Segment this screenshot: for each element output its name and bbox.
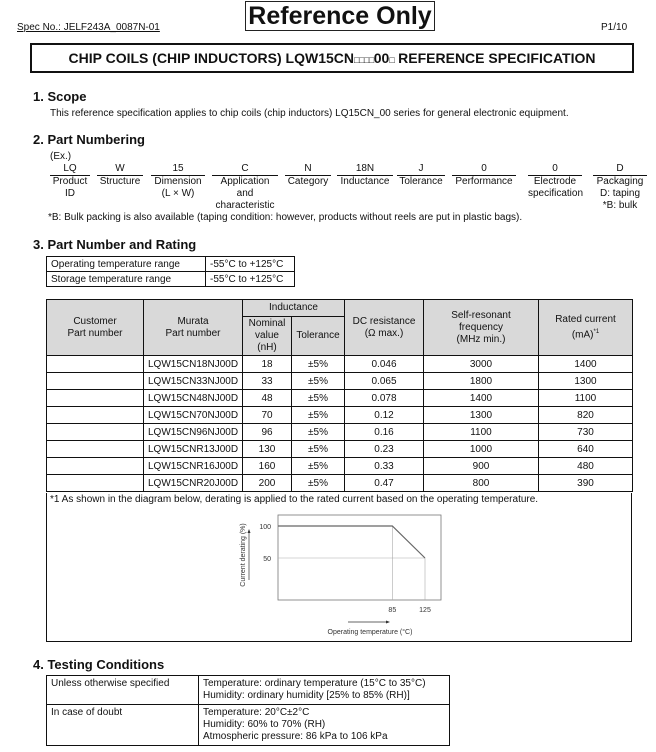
part-number-field	[397, 163, 445, 188]
cell-murata: LQW15CNR16J00D	[144, 458, 243, 475]
part-number-description: *B: bulk	[602, 200, 638, 211]
part-number-description: Dimension	[154, 176, 202, 187]
condition-line: Atmospheric pressure: 86 kPa to 106 kPa	[203, 731, 388, 742]
cell-rated: 1100	[539, 390, 633, 407]
cell-murata: LQW15CN70NJ00D	[144, 407, 243, 424]
title-prefix: CHIP COILS (CHIP INDUCTORS) LQW15CN	[68, 50, 354, 66]
table-row	[47, 356, 633, 373]
cell-srf: 1300	[424, 407, 539, 424]
y-tick-label: 50	[263, 556, 271, 563]
col-inductance: Inductance	[243, 300, 345, 317]
page-number: P1/10	[601, 22, 628, 33]
table-row	[47, 257, 295, 272]
table-row	[47, 407, 633, 424]
section-heading-part-numbering: 2. Part Numbering	[33, 132, 145, 147]
cell-srf: 1800	[424, 373, 539, 390]
part-number-code: W	[97, 163, 143, 176]
col-customer: Customer Part number	[47, 300, 144, 356]
cell-customer	[47, 373, 144, 390]
table-row	[47, 676, 450, 705]
part-number-description: characteristic	[215, 200, 275, 211]
condition-values	[199, 676, 450, 705]
title-placeholder-square: □	[389, 55, 395, 65]
cell-nominal: 33	[243, 373, 292, 390]
cell-srf: 3000	[424, 356, 539, 373]
part-number-code: 0	[452, 163, 516, 176]
cell-customer	[47, 356, 144, 373]
part-number-field	[452, 163, 516, 188]
cell-srf: 900	[424, 458, 539, 475]
cell-rated: 480	[539, 458, 633, 475]
table-row	[47, 475, 633, 492]
cell-rated: 1400	[539, 356, 633, 373]
part-number-code: D	[593, 163, 647, 176]
cell-dcr: 0.078	[345, 390, 424, 407]
condition-values	[199, 705, 450, 746]
table-row	[47, 441, 633, 458]
condition-line: Humidity: ordinary humidity [25% to 85% (RH)]	[203, 690, 410, 701]
col-nominal-value: Nominal value (nH)	[243, 317, 292, 356]
x-tick-label: 85	[388, 607, 397, 614]
cell-customer	[47, 475, 144, 492]
cell-nominal: 160	[243, 458, 292, 475]
cell-tolerance: ±5%	[292, 475, 345, 492]
testing-conditions-table	[46, 675, 450, 746]
cell-murata: LQW15CN18NJ00D	[144, 356, 243, 373]
col-murata: Murata Part number	[144, 300, 243, 356]
title-suffix: REFERENCE SPECIFICATION	[394, 50, 596, 66]
cell-murata: LQW15CNR20J00D	[144, 475, 243, 492]
table-row	[47, 705, 450, 746]
cell-tolerance: ±5%	[292, 390, 345, 407]
part-number-description: Application	[220, 176, 270, 187]
cell-nominal: 200	[243, 475, 292, 492]
cell-tolerance: ±5%	[292, 373, 345, 390]
table-row	[47, 424, 633, 441]
part-number-description: and	[236, 188, 254, 199]
condition-line: Temperature: 20°C±2°C	[203, 707, 310, 718]
condition-line: Temperature: ordinary temperature (15°C to 35°C)	[203, 678, 426, 689]
condition-label: In case of doubt	[47, 705, 199, 746]
cell-dcr: 0.12	[345, 407, 424, 424]
section-heading-rating: 3. Part Number and Rating	[33, 237, 197, 252]
derating-line	[278, 526, 425, 558]
y-axis-label: Current derating (%)	[240, 523, 247, 587]
part-number-description: Inductance	[340, 176, 390, 187]
cell-tolerance: ±5%	[292, 356, 345, 373]
part-number-description: Category	[287, 176, 329, 187]
cell-nominal: 70	[243, 407, 292, 424]
reference-only-stamp: Reference Only	[245, 1, 435, 31]
y-tick-label: 100	[259, 524, 271, 531]
part-number-code: J	[397, 163, 445, 176]
cell-murata: LQW15CN33NJ00D	[144, 373, 243, 390]
part-number-field	[151, 163, 205, 200]
part-number-description: Product	[52, 176, 88, 187]
cell-srf: 1100	[424, 424, 539, 441]
cell-rated: 640	[539, 441, 633, 458]
table-header-row	[47, 300, 633, 317]
cell-rated: 1300	[539, 373, 633, 390]
cell-nominal: 96	[243, 424, 292, 441]
x-axis-arrowhead	[386, 621, 390, 624]
part-number-code: LQ	[50, 163, 90, 176]
title-mid: 00	[373, 50, 390, 66]
cell-nominal: 18	[243, 356, 292, 373]
part-number-description: Packaging	[596, 176, 644, 187]
part-number-description: specification	[528, 188, 584, 199]
cell-tolerance: ±5%	[292, 458, 345, 475]
part-number-description: Electrode	[533, 176, 577, 187]
derating-note-box	[46, 493, 632, 642]
part-number-code: N	[285, 163, 331, 176]
part-number-field	[97, 163, 143, 188]
col-dc-resistance: DC resistance (Ω max.)	[345, 300, 424, 356]
cell-nominal: 130	[243, 441, 292, 458]
example-label: (Ex.)	[50, 151, 72, 162]
x-axis-label: Operating temperature (°C)	[327, 629, 413, 636]
cell-rated: 390	[539, 475, 633, 492]
cell-murata: LQW15CN48NJ00D	[144, 390, 243, 407]
cell-customer	[47, 458, 144, 475]
part-number-description: (L × W)	[161, 188, 195, 199]
bulk-note: *B: Bulk packing is also available (taping condition: however, products without reels are put in plastic bags).	[48, 212, 523, 223]
table-row	[47, 373, 633, 390]
cell-dcr: 0.23	[345, 441, 424, 458]
part-number-field	[50, 163, 90, 200]
rating-table	[46, 299, 633, 492]
cell-customer	[47, 390, 144, 407]
cell-murata: LQW15CNR13J00D	[144, 441, 243, 458]
part-number-code: C	[212, 163, 278, 176]
temp-label: Operating temperature range	[47, 257, 206, 272]
chart-frame	[278, 515, 441, 600]
condition-label: Unless otherwise specified	[47, 676, 199, 705]
derating-footnote: *1 As shown in the diagram below, derating is applied to the rated current based on the operating temperature.	[50, 494, 539, 505]
cell-customer	[47, 441, 144, 458]
cell-dcr: 0.046	[345, 356, 424, 373]
document-title	[30, 43, 634, 73]
col-tolerance: Tolerance	[292, 317, 345, 356]
cell-srf: 800	[424, 475, 539, 492]
cell-nominal: 48	[243, 390, 292, 407]
part-number-field	[212, 163, 278, 212]
y-axis-arrowhead	[248, 529, 251, 533]
part-number-code: 15	[151, 163, 205, 176]
part-number-field	[593, 163, 647, 212]
scope-text: This reference specification applies to chip coils (chip inductors) LQ15CN_00 series for general electronic equipment.	[50, 108, 569, 119]
temperature-range-table	[46, 256, 295, 287]
cell-tolerance: ±5%	[292, 424, 345, 441]
part-number-code: 18N	[337, 163, 393, 176]
cell-rated: 730	[539, 424, 633, 441]
cell-customer	[47, 424, 144, 441]
part-number-description: Structure	[99, 176, 141, 187]
table-row	[47, 458, 633, 475]
col-self-resonant-frequency: Self-resonant frequency (MHz min.)	[424, 300, 539, 356]
section-heading-testing: 4. Testing Conditions	[33, 657, 165, 672]
temp-value: -55°C to +125°C	[206, 257, 295, 272]
cell-customer	[47, 407, 144, 424]
cell-dcr: 0.33	[345, 458, 424, 475]
part-number-code: 0	[528, 163, 582, 176]
part-number-description: Performance	[455, 176, 513, 187]
part-number-description: Tolerance	[399, 176, 443, 187]
title-placeholder-squares: □□□□	[354, 55, 374, 65]
cell-dcr: 0.065	[345, 373, 424, 390]
col-rated-current: Rated current (mA)$^{*1}$	[539, 300, 633, 356]
temp-label: Storage temperature range	[47, 272, 206, 287]
x-tick-label: 125	[419, 607, 431, 614]
temp-value: -55°C to +125°C	[206, 272, 295, 287]
cell-dcr: 0.16	[345, 424, 424, 441]
part-number-description: D: taping	[599, 188, 641, 199]
section-heading-scope: 1. Scope	[33, 89, 87, 104]
table-row	[47, 272, 295, 287]
part-number-field	[285, 163, 331, 188]
derating-chart	[227, 509, 467, 639]
part-number-field	[337, 163, 393, 188]
cell-tolerance: ±5%	[292, 407, 345, 424]
part-number-description: ID	[65, 188, 75, 199]
cell-srf: 1000	[424, 441, 539, 458]
condition-line: Humidity: 60% to 70% (RH)	[203, 719, 326, 730]
table-row	[47, 390, 633, 407]
spec-number: Spec No.: JELF243A_0087N-01	[17, 22, 160, 33]
cell-rated: 820	[539, 407, 633, 424]
cell-dcr: 0.47	[345, 475, 424, 492]
part-number-field	[528, 163, 582, 200]
cell-murata: LQW15CN96NJ00D	[144, 424, 243, 441]
cell-tolerance: ±5%	[292, 441, 345, 458]
cell-srf: 1400	[424, 390, 539, 407]
